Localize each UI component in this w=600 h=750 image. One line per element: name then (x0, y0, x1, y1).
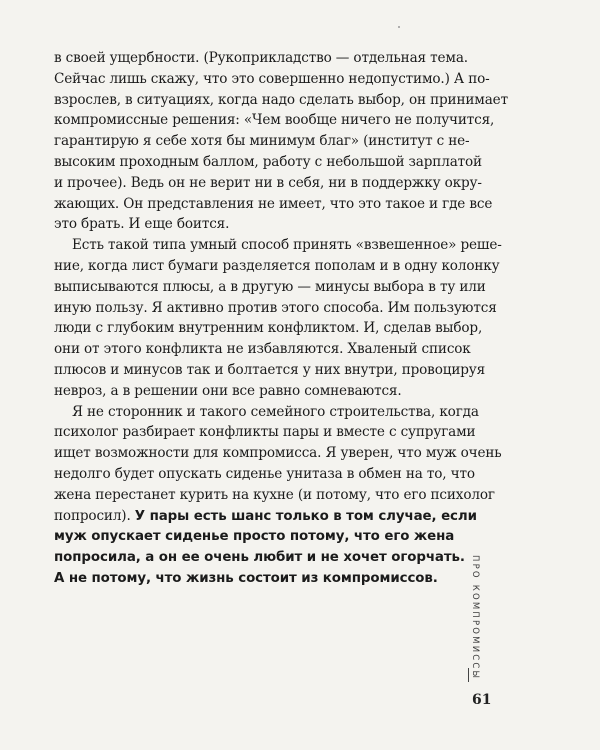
text-line: выписываются плюсы, а в другую — минусы выбора в ту или (54, 278, 486, 295)
text-line: взрослев, в ситуациях, когда надо сделать выбор, он принимает (54, 91, 508, 108)
text-line: недолго будет опускать сиденье унитаза в обмен на то, что (54, 465, 475, 482)
text-line: высоким проходным баллом, работу с небольшой зарплатой (54, 153, 482, 170)
text-line: люди с глубоким внутренним конфликтом. И, сделав выбор, (54, 320, 483, 337)
text-line: жающих. Он представления не имеет, что это такое и где все (54, 195, 493, 212)
text-line: психолог разбирает конфликты пары и вместе с супругами (54, 424, 476, 441)
body-text (54, 48, 508, 590)
emphasis-line: попросила, а он ее очень любит и не хочет огорчать. (54, 550, 465, 566)
text-line: в своей ущербности. (Рукоприкладство — отдельная тема. (54, 50, 468, 66)
section-side-label: ПРО КОМПРОМИССЫ (470, 555, 480, 681)
paragraph-start-line: Я не сторонник и такого семейного строительства, когда (72, 403, 479, 420)
emphasis-line: муж опускает сиденье просто потому, что его жена (54, 529, 455, 545)
text-line: компромиссные решения: «Чем вообще ничего не получится, (54, 112, 495, 129)
text-line: это брать. И еще боится. (54, 216, 230, 233)
text-line: они от этого конфликта не избавляются. Хваленый список (54, 341, 471, 358)
page-number: 61 (472, 692, 492, 708)
text-line: Сейчас лишь скажу, что это совершенно недопустимо.) А по- (54, 70, 490, 87)
text-line: и прочее). Ведь он не верит ни в себя, ни в поддержку окру- (54, 174, 482, 191)
text-fragment: попросил). (54, 507, 131, 524)
emphasis-text: У пары есть шанс только в том случае, если (134, 508, 477, 524)
side-rule (468, 668, 469, 682)
text-line: гарантирую я себе хотя бы минимум благ» (институт с не- (54, 133, 470, 150)
text-line: иную пользу. Я активно против этого способа. Им пользуются (54, 299, 497, 316)
text-line (54, 506, 484, 528)
text-line: ищет возможности для компромисса. Я уверен, что муж очень (54, 445, 502, 462)
text-line: плюсов и минусов так и болтается у них внутри, провоцируя (54, 361, 486, 378)
text-line: ние, когда лист бумаги разделяется пополам и в одну колонку (54, 257, 500, 274)
paragraph-start-line: Есть такой типа умный способ принять «взвешенное» реше- (72, 237, 502, 254)
emphasis-line: А не потому, что жизнь состоит из компромиссов. (54, 570, 438, 586)
text-line: жена перестанет курить на кухне (и потому, что его психолог (54, 486, 495, 503)
print-speck (398, 26, 400, 28)
text-line: невроз, а в решении они все равно сомневаются. (54, 382, 402, 399)
